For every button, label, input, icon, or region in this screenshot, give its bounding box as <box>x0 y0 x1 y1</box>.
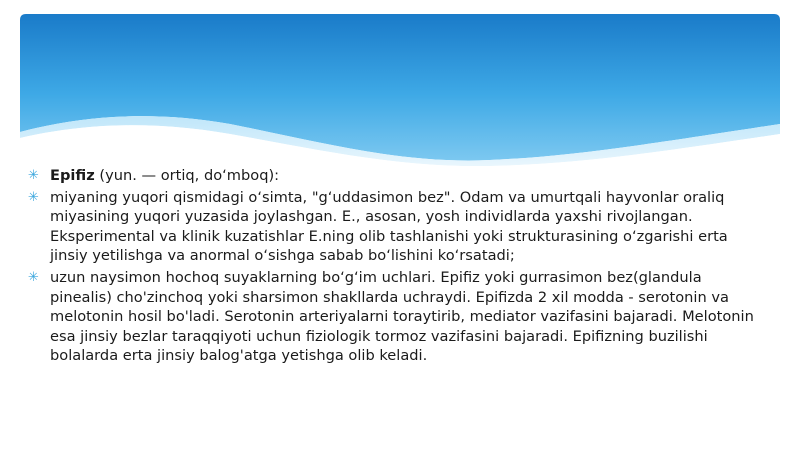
bullet-term: Epifiz <box>50 167 95 184</box>
bullet-text: uzun naysimon hochoq suyaklarning bo‘g‘im uchlari. Epifiz yoki gurrasimon bez(glandula pinealis) cho'zinchoq yoki sharsimon shakllarda uchraydi. Epifizda 2 xil modda - serotonin va melotonin hosil bo'ladi. Serotonin arteriyalarni toraytirib, mediator vazifasini bajaradi. Melotonin esa jinsiy bezlar taraqqiyoti uchun fiziologik tormoz vazifasini bajaradi. Epifizning buzilishi bolalarda erta jinsiy balog'atga yetishga olib keladi. <box>50 268 754 365</box>
bullet-text: miyaning yuqori qismidagi o‘simta, "g‘uddasimon bez". Odam va umurtqali hayvonlar oraliq miyasining yuqori yuzasida joylashgan. E., asosan, yosh individlarda yaxshi rivojlangan. Eksperimental va klinik kuzatishlar E.ning olib tashlanishi yoki strukturasining o‘zgarishi erta jinsiy yetilishga va anormal o‘sishga sabab bo‘lishini ko‘rsatadi; <box>50 188 728 265</box>
bullet-item <box>28 268 758 366</box>
asterisk-bullet-icon: ✳ <box>28 189 39 205</box>
bullet-item <box>28 166 758 186</box>
header-wave-banner <box>20 14 780 166</box>
bullet-item <box>28 188 758 266</box>
bullet-list <box>28 166 758 368</box>
asterisk-bullet-icon: ✳ <box>28 168 39 183</box>
bullet-text: (yun. — ortiq, do‘mboq): <box>94 167 280 184</box>
asterisk-bullet-icon: ✳ <box>28 269 39 285</box>
